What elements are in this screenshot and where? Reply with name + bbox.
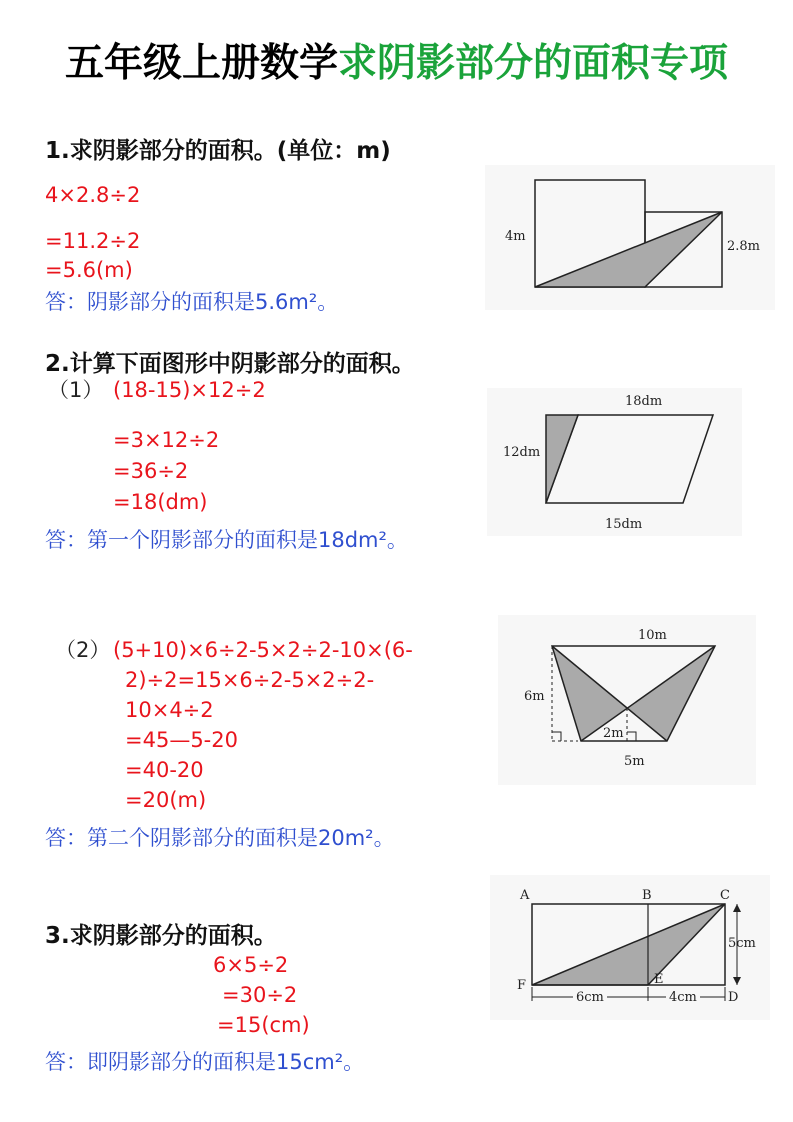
q1-figure [485,165,775,310]
q2-p1-label-bottom: 15dm [605,517,643,532]
q1-heading: 1.求阴影部分的面积。(单位：m) [45,138,391,164]
q3-point-e: E [654,972,664,987]
q2-p2-label-bottom: 5m [624,754,645,769]
q2-p2-line: 2)÷2=15×6÷2-5×2÷2- [125,668,375,692]
q2-p2-label-top: 10m [638,628,667,643]
q1-line: 4×2.8÷2 [45,183,141,207]
q3-label-4cm: 4cm [669,990,697,1005]
q2-p1-answer: 答：第一个阴影部分的面积是18dm²。 [45,528,408,552]
q3-line: =15(cm) [217,1013,310,1037]
q2-p1-number: （1） [48,378,104,402]
q2-p2-answer: 答：第二个阴影部分的面积是20m²。 [45,826,395,850]
q2-p1-figure [487,388,742,536]
q2-p2-figure [498,615,756,785]
q3-line: 6×5÷2 [213,953,289,977]
q1-line: =5.6(m) [45,258,133,282]
q3-point-b: B [642,888,652,903]
q2-p1-label-top: 18dm [625,394,663,409]
title-black: 五年级上册数学 [64,41,338,86]
q2-p2-label-left: 6m [524,689,545,704]
q1-label-right: 2.8m [727,239,761,254]
q3-heading: 3.求阴影部分的面积。 [45,923,277,949]
q2-p2-number: （2） [55,638,111,662]
q2-p1-line: =36÷2 [113,459,189,483]
q2-p2-line: 10×4÷2 [125,698,214,722]
q3-line: =30÷2 [222,983,298,1007]
q2-p1-label-left: 12dm [503,445,541,460]
q3-figure [490,875,770,1020]
q2-p1-line: =3×12÷2 [113,428,220,452]
q3-point-d: D [728,990,739,1005]
q2-p2-line: =20(m) [125,788,207,812]
q2-p2-label-inner: 2m [603,726,624,741]
title-green: 求阴影部分的面积专项 [338,41,729,86]
q1-label-left: 4m [505,229,526,244]
q3-label-height: 5cm [728,936,756,951]
page-title [0,41,793,86]
q3-label-6cm: 6cm [576,990,604,1005]
q3-point-a: A [520,888,530,903]
q2-p2-line: =40-20 [125,758,204,782]
q3-point-f: F [517,978,527,993]
q3-point-c: C [720,888,730,903]
q1-answer: 答：阴影部分的面积是5.6m²。 [45,290,339,314]
q1-line: =11.2÷2 [45,229,141,253]
q2-p1-line: (18-15)×12÷2 [113,378,266,402]
q2-p2-line: (5+10)×6÷2-5×2÷2-10×(6- [113,638,413,662]
q3-answer: 答：即阴影部分的面积是15cm²。 [45,1050,365,1074]
q2-heading: 2.计算下面图形中阴影部分的面积。 [45,351,415,377]
q2-p1-line: =18(dm) [113,490,208,514]
q2-p2-line: =45—5-20 [125,728,238,752]
